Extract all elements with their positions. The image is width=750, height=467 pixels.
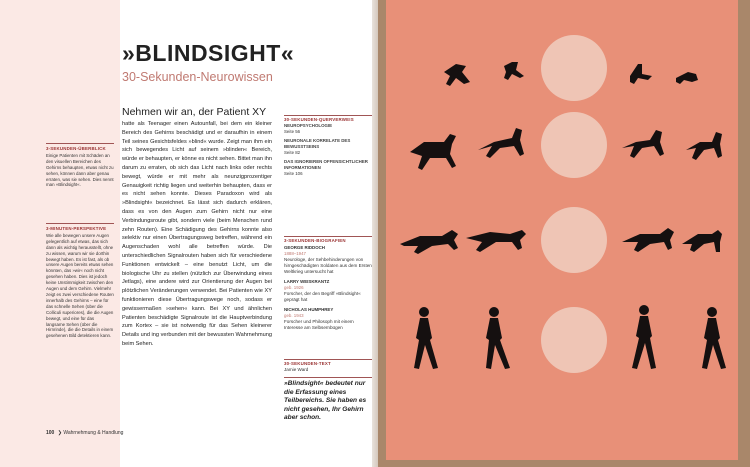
article-subtitle: 30-Sekunden-Neurowissen <box>122 70 273 84</box>
cat-icon <box>622 228 674 252</box>
bio-name: NICHOLAS HUMPHREY <box>284 307 334 312</box>
related-item-page: Seite 56 <box>284 129 301 134</box>
related-item-page: Seite 106 <box>284 171 303 176</box>
summary-heading: 3-SEKUNDEN-ÜBERBLICK <box>46 146 106 151</box>
horse-rider-icon <box>622 130 664 158</box>
bio-years: geb. 1926 <box>284 285 304 290</box>
walking-man-icon <box>632 305 656 369</box>
related-heading: 30-SEKUNDEN-QUERVERWEIS <box>284 117 354 122</box>
cat-icon <box>682 230 722 252</box>
bio-description: Forscher, der den Begriff »Blindsight« geprägt hat <box>284 291 361 302</box>
bios-heading: 3-SEKUNDEN-BIOGRAFIEN <box>284 238 346 243</box>
summary-block <box>46 146 114 188</box>
author-heading: 30-SEKUNDEN-TEXT <box>284 361 331 366</box>
light-disc <box>541 207 607 273</box>
walking-man-icon <box>414 307 438 369</box>
bird-icon <box>676 72 698 84</box>
bio-description: Forscher und Philosoph mit einem Interesse am Selbsernbügen <box>284 319 354 330</box>
sidebar-rule <box>284 115 372 116</box>
light-disc <box>541 112 607 178</box>
article-intro: Nehmen wir an, der Patient XY <box>122 106 267 118</box>
cat-icon <box>400 230 458 254</box>
page-footer <box>46 430 123 436</box>
sidebar-rule <box>284 377 372 378</box>
perspective-block <box>46 226 114 339</box>
bios-block <box>284 238 372 331</box>
walking-man-icon <box>486 307 510 369</box>
margin-rule <box>46 143 114 144</box>
bird-icon <box>630 64 652 84</box>
summary-text: Einige Patienten mit Schäden an den visuellen Bereichen des Gehirns behaupten, etwas nicht zu sehen, können dann aber genau erraten, was sie sehen. Dies nennt man »Blindsight«. <box>46 152 114 188</box>
bird-icon <box>504 62 524 80</box>
page-number: 100 <box>46 430 55 436</box>
related-item-title: NEURONALE KORRELATE DES BEWUSSTSEINS <box>284 138 351 149</box>
related-item-page: Seite 82 <box>284 150 301 155</box>
related-item-title: DAS IGNORIEREN OFFENSICHTLICHER INFORMATIONEN <box>284 159 368 170</box>
perspective-text: Wie alle bewegen unsere Augen gelegentlich auf etwas, das sich dann als wichtig herausstellt, ohne zu wissen, warum wir sie dorthin bewegt haben. Es ist fast, als ob unsere Augen bereits etwas sehen könnten, das »wir« noch nicht gesehen haben. Dies ist jedoch keine Unstimmigkeit zwischen den Augen und dem Gehirn. Vielmehr zeigt es zwei verschiedene Routen innerhalb des Gehirns – eine für das schnelle Sehen (über die Colliculi superiores), die die Augen bewegt, und eine für das langsame Sehen (über die Hirnrinde), die die Details in einem gesehenen Bild detektieren kann. <box>46 232 114 339</box>
sidebar-rule <box>284 359 372 360</box>
article-body: hatte als Teenager einen Autounfall, bei dem ein kleiner Bereich des Gehirns beschädigt und er daraufhin in einem Teil seines Gesichtsfeldes »blind« wurde. Zeigt man ihm ein sich bewegendes Licht auf seinem »blinden« Bereich, würde er behaupten, er könne es nicht sehen. Bittet man ihn darum zu erraten, ob sich das Licht nach links oder rechts bewegt, würde er mit mehr als neunzigprozentiger Genauigkeit richtig liegen und weiterhin behaupten, dass er es nicht sehen konnte. Dieses Paradoxon wird als »Blindsight« bezeichnet. Es lässt sich dadurch erklären, dass es von den Augen zum Gehirn nicht nur eine Verbindungsroute gibt, sondern viele (beim Menschen rund zehn Routen). Eine Schädigung des Gehirns konnte also selektiv nur einen Übertragungsweg betreffen, während ein Augenschaden wohl alle betreffen würde. Die unterschiedlichen Signalrouten haben sich für verschiedene Funktionen entwickelt – eine benutzt Licht, um die biologische Uhr zu stellen (nützlich zur Überwindung eines Jetlags), eine andere wird zur Orientierung der Augen bei plötzlichen Veränderungen verwendet. Bei Patienten wie XY funktionieren diese Übertragungswege noch, sodass er gewissermaßen »sehen« kann. Bei XY und ähnlichen Patienten beschädigte Signalroute ist die Hauptverbindung zum Kortex – sie ist notwendig für das Sehen kleinerer Details und ing verbunden mit der bewussten Wahrnehmung beim Sehen. <box>122 121 272 347</box>
light-disc <box>541 35 607 101</box>
silhouette-illustration <box>386 0 738 460</box>
horse-rider-icon <box>686 132 722 160</box>
bio-description: Neurologe, der Sehbehinderungen von hirngeschädigten Soldaten aus dem Ersten Weltkrieg untersucht hat <box>284 257 372 274</box>
illustration <box>378 0 750 467</box>
horse-rider-icon <box>478 128 524 158</box>
walking-man-icon <box>702 307 726 369</box>
bio-name: GEORGE RIDDOCH <box>284 245 325 250</box>
perspective-heading: 3-MINUTEN-PERSPEKTIVE <box>46 226 107 231</box>
bio-years: 1888–1947 <box>284 251 306 256</box>
section-name: Wahrnehmung & Handlung <box>63 430 124 436</box>
arrow-icon: ❯ <box>57 430 62 436</box>
related-item-title: NEUROPSYCHOLOGIE <box>284 123 333 128</box>
light-disc <box>541 307 607 373</box>
pull-quote: »Blindsight« bedeutet nur die Erfassung eines Teilbereichs. Sie haben es nicht gesehen, Ihr Gehirn aber schon. <box>284 380 367 422</box>
horse-rider-icon <box>410 134 456 170</box>
author-block <box>284 361 372 373</box>
sidebar-rule <box>284 236 372 237</box>
cat-icon <box>466 230 526 252</box>
bird-icon <box>444 64 470 86</box>
bio-name: LARRY WEISKRANTZ <box>284 279 330 284</box>
margin-rule <box>46 223 114 224</box>
author-name: Jamie Ward <box>284 367 309 372</box>
article-title: »BLINDSIGHT« <box>122 40 295 66</box>
related-block <box>284 117 372 177</box>
bio-years: geb. 1943 <box>284 313 304 318</box>
